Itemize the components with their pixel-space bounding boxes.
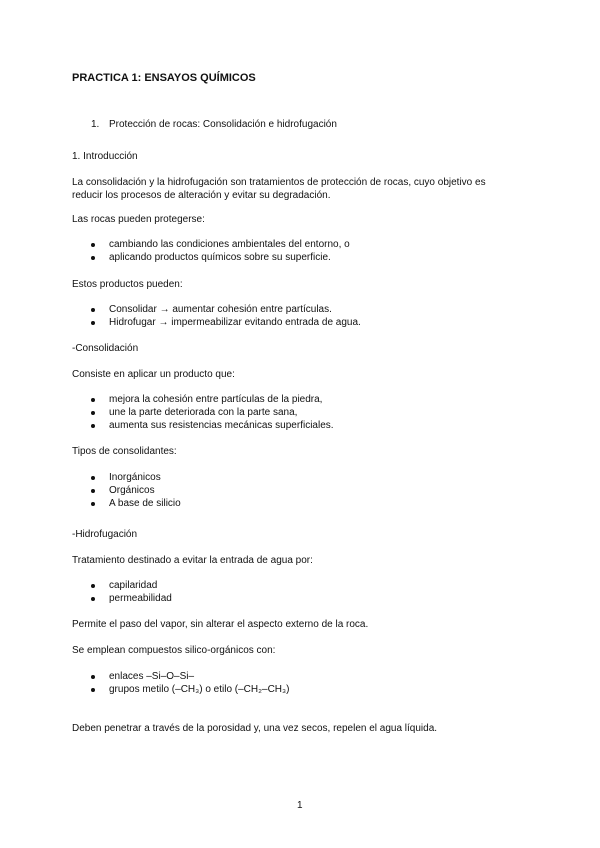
bullet-icon	[91, 243, 95, 247]
list-item: A base de silicio	[109, 498, 181, 509]
protect-lead: Las rocas pueden protegerse:	[72, 214, 205, 225]
list-item: Hidrofugar → impermeabilizar evitando entrada de agua.	[109, 317, 361, 328]
bullet-icon	[91, 321, 95, 325]
compuestos-lead: Se emplean compuestos silico-orgánicos con:	[72, 645, 276, 656]
bullet-icon	[91, 424, 95, 428]
list-item: une la parte deteriorada con la parte sana,	[109, 407, 298, 418]
bullet-icon	[91, 476, 95, 480]
bullet-icon	[91, 256, 95, 260]
bullet-icon	[91, 489, 95, 493]
tipos-lead: Tipos de consolidantes:	[72, 446, 177, 457]
list-item: mejora la cohesión entre partículas de la piedra,	[109, 394, 323, 405]
hidro-lead: Tratamiento destinado a evitar la entrada de agua por:	[72, 555, 313, 566]
bullet-icon	[91, 502, 95, 506]
bullet-icon	[91, 398, 95, 402]
section-heading-introduccion: 1. Introducción	[72, 151, 138, 162]
list-item: Orgánicos	[109, 485, 155, 496]
numbered-heading-text: Protección de rocas: Consolidación e hidrofugación	[109, 119, 337, 130]
list-item: aumenta sus resistencias mecánicas superficiales.	[109, 420, 334, 431]
list-item: Inorgánicos	[109, 472, 161, 483]
products-lead: Estos productos pueden:	[72, 279, 183, 290]
final-paragraph: Deben penetrar a través de la porosidad y, una vez secos, repelen el agua líquida.	[72, 723, 438, 734]
bullet-icon	[91, 584, 95, 588]
numbered-heading-number: 1.	[91, 119, 100, 130]
list-item: grupos metilo (–CH₃) o etilo (–CH₂–CH₃)	[109, 684, 290, 695]
list-item: capilaridad	[109, 580, 158, 591]
list-item: enlaces –Si–O–Si–	[109, 671, 195, 682]
document-title: PRACTICA 1: ENSAYOS QUÍMICOS	[72, 72, 256, 84]
list-item: permeabilidad	[109, 593, 172, 604]
vapor-paragraph: Permite el paso del vapor, sin alterar el aspecto externo de la roca.	[72, 619, 369, 630]
list-item: Consolidar → aumentar cohesión entre partículas.	[109, 304, 332, 315]
intro-paragraph-line-1: La consolidación y la hidrofugación son tratamientos de protección de rocas, cuyo objetivo es	[72, 177, 486, 188]
bullet-icon	[91, 411, 95, 415]
list-item: aplicando productos químicos sobre su superficie.	[109, 252, 331, 263]
bullet-icon	[91, 688, 95, 692]
page-number: 1	[297, 800, 303, 811]
bullet-icon	[91, 597, 95, 601]
bullet-icon	[91, 308, 95, 312]
consolidacion-lead: Consiste en aplicar un producto que:	[72, 369, 235, 380]
section-heading-consolidacion: -Consolidación	[72, 343, 139, 354]
intro-paragraph-line-2: reducir los procesos de alteración y evitar su degradación.	[72, 190, 331, 201]
list-item: cambiando las condiciones ambientales del entorno, o	[109, 239, 350, 250]
bullet-icon	[91, 675, 95, 679]
section-heading-hidrofugacion: -Hidrofugación	[72, 529, 138, 540]
